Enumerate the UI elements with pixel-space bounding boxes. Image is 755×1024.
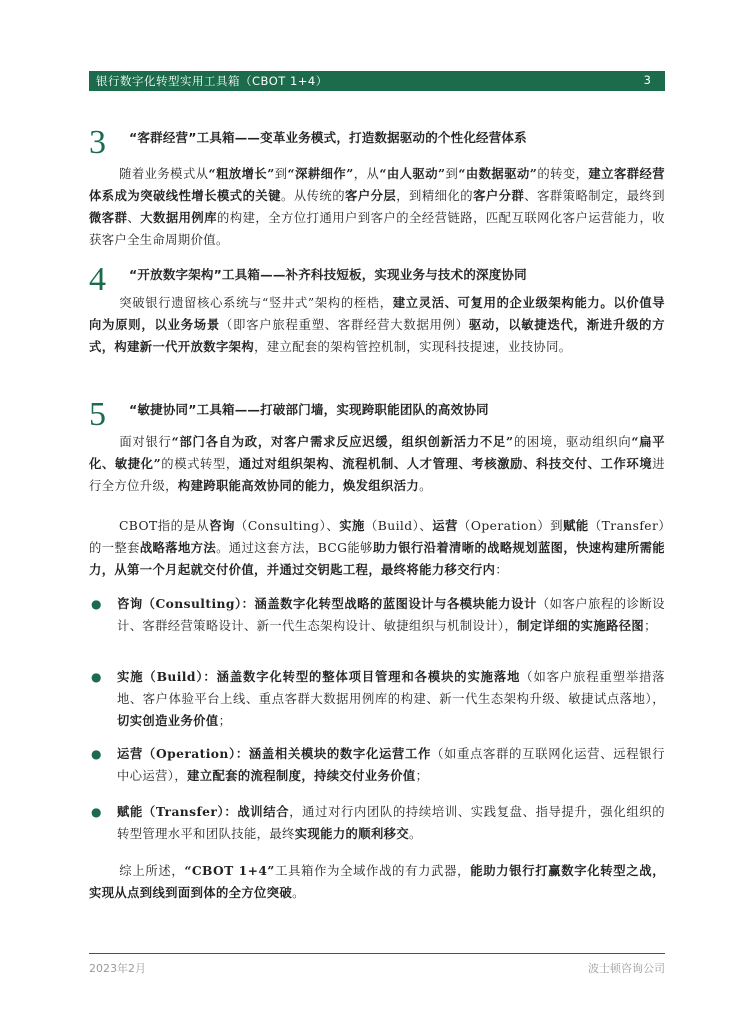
- text-run: 运营: [432, 518, 459, 533]
- section-number: 3: [89, 124, 106, 161]
- text-run: 实施（Build）：涵盖数字化转型的整体项目管理和各模块的实施落地: [117, 669, 521, 684]
- text-run: 制定详细的实施路径图: [517, 618, 645, 633]
- bullet-dot-icon: ●: [91, 670, 102, 684]
- section-title: “客群经营”工具箱——变革业务模式，打造数据驱动的个性化经营体系: [129, 130, 527, 145]
- text-run: ；: [644, 619, 657, 633]
- text-run: 进行全方位升级，: [89, 457, 665, 493]
- section-title: “敏捷协同”工具箱——打破部门墙，实现跨职能团队的高效协同: [129, 402, 489, 417]
- section-paragraph: [89, 431, 665, 497]
- bullet-dot-icon: ●: [91, 597, 102, 611]
- bullet-text: [117, 593, 665, 637]
- text-run: 建立客群经营体系成为突破线性增长模式的关键: [89, 166, 666, 203]
- text-run: ；: [415, 769, 429, 783]
- text-run: 能助力银行打赢数字化转型之战，实现从点到线到面到体的全方位突破: [89, 863, 665, 900]
- section-number: 4: [89, 261, 106, 298]
- text-run: 。: [419, 479, 432, 493]
- bullet-text: [117, 666, 665, 732]
- text-run: 的构建，全方位打通用户到客户的全经营链路，匹配互联网化客户运营能力，收获客户全生命周期价值。: [89, 211, 665, 247]
- text-run: 工具箱作为全域作战的有力武器，: [274, 864, 471, 878]
- text-run: 突破银行遗留核心系统与“竖井式”架构的桎梏，: [119, 296, 393, 310]
- section-paragraph: [89, 163, 665, 251]
- text-run: 实施: [339, 518, 365, 533]
- text-run: 随着业务模式从: [119, 167, 209, 181]
- page-number: 3: [643, 73, 651, 87]
- text-run: （Build）、: [364, 519, 433, 533]
- summary-paragraph: [89, 860, 665, 904]
- text-run: 的转变，: [537, 167, 589, 181]
- text-run: 面对银行: [119, 435, 172, 449]
- text-run: （如重点客群的互联网化运营、远程银行中心运营），: [117, 747, 666, 783]
- text-run: 。: [292, 886, 305, 900]
- text-run: 驱动，以敏捷迭代，渐进升级的方式，构建新一代开放数字架构: [89, 317, 665, 354]
- text-run: （如客户旅程的诊断设计、客群经营策略设计、新一代生态架构设计、敏捷组织与机制设计），: [117, 597, 665, 633]
- text-run: 咨询（Consulting）：涵盖数字化转型战略的蓝图设计与各模块能力设计: [117, 596, 537, 611]
- text-run: 的困境，驱动组织向: [513, 435, 632, 449]
- text-run: 客户分群: [473, 188, 525, 203]
- text-run: 建立配套的流程制度，持续交付业务价值: [187, 768, 416, 783]
- text-run: 建立灵活、可复用的企业级架构能力。以价值导向为原则，以业务场景: [89, 295, 666, 332]
- text-run: （即客户旅程重塑、客群经营大数据用例）: [220, 318, 469, 332]
- cbot-intro-paragraph: [89, 515, 665, 581]
- text-run: 客户分层: [345, 188, 397, 203]
- text-run: 赋能（Transfer）：战训结合: [117, 804, 290, 819]
- text-run: （如客户旅程重塑举措落地、客户体验平台上线、重点客群大数据用例库的构建、新一代生态架构升级、敏捷试点落地），: [117, 670, 665, 706]
- text-run: “由人驱动”: [379, 166, 446, 181]
- text-run: 运营（Operation）：涵盖相关模块的数字化运营工作: [117, 746, 432, 761]
- text-run: 到: [274, 167, 288, 181]
- text-run: “粗放增长”: [208, 166, 275, 181]
- text-run: 赋能: [563, 518, 589, 533]
- text-run: 。: [409, 827, 422, 841]
- section-paragraph: [89, 292, 665, 358]
- bullet-dot-icon: ●: [91, 805, 102, 819]
- footer-company: 波士顿咨询公司: [588, 962, 665, 975]
- text-run: 大数据用例库: [140, 210, 218, 225]
- text-run: （Operation）到: [458, 519, 564, 533]
- text-run: 、: [127, 211, 141, 225]
- text-run: ，到精细化的: [396, 189, 474, 203]
- text-run: 战略落地方法: [139, 540, 217, 555]
- text-run: 实现能力的顺利移交: [294, 826, 410, 841]
- text-run: “深耕细作”: [287, 166, 354, 181]
- text-run: 的模式转型，: [161, 457, 239, 471]
- text-run: “CBOT 1+4”: [184, 863, 275, 878]
- text-run: 、客群策略制定，最终到: [524, 189, 665, 203]
- section-title: “开放数字架构”工具箱——补齐科技短板，实现业务与技术的深度协同: [129, 267, 527, 282]
- text-run: “部门各自为政，对客户需求反应迟缓，组织创新活力不足”: [171, 434, 514, 449]
- text-run: 综上所述，: [119, 864, 185, 878]
- text-run: “扁平化、敏捷化”: [89, 434, 666, 471]
- bullet-text: [117, 801, 665, 845]
- text-run: 通过对组织架构、流程机制、人才管理、考核激励、科技交付、工作环境: [238, 456, 653, 471]
- text-run: （Consulting）、: [234, 519, 340, 533]
- text-run: ，通过对行内团队的持续培训、实践复盘、指导提升，强化组织的转型管理水平和团队技能，最终: [117, 805, 666, 841]
- header-title: 银行数字化转型实用工具箱（CBOT 1+4）: [96, 74, 328, 88]
- text-run: ；: [218, 714, 232, 728]
- text-run: 构建跨职能高效协同的能力，焕发组织活力: [177, 478, 420, 493]
- text-run: ，建立配套的架构管控机制，实现科技提速，业技协同。: [254, 340, 572, 354]
- footer-date: 2023年2月: [89, 962, 146, 975]
- text-run: 。通过这套方法，BCG能够: [216, 541, 373, 555]
- page-header-bar: [89, 71, 665, 91]
- text-run: 到: [445, 167, 459, 181]
- text-run: CBOT指的是从: [119, 519, 210, 533]
- text-run: ：: [495, 563, 509, 577]
- text-run: 。从传统的: [281, 189, 346, 203]
- footer-rule: [89, 953, 665, 954]
- text-run: ，从: [353, 167, 380, 181]
- text-run: 微客群: [89, 210, 128, 225]
- text-run: （Transfer）的一整套: [89, 519, 665, 555]
- bullet-text: [117, 743, 665, 787]
- text-run: 助力银行沿着清晰的战略规划蓝图，快速构建所需能力，从第一个月起就交付价值，并通过交钥匙工程，最终将能力移交行内: [89, 540, 666, 577]
- text-run: 切实创造业务价值: [117, 713, 219, 728]
- bullet-dot-icon: ●: [91, 747, 102, 761]
- section-number: 5: [89, 396, 106, 433]
- text-run: 咨询: [209, 518, 235, 533]
- text-run: “由数据驱动”: [458, 166, 538, 181]
